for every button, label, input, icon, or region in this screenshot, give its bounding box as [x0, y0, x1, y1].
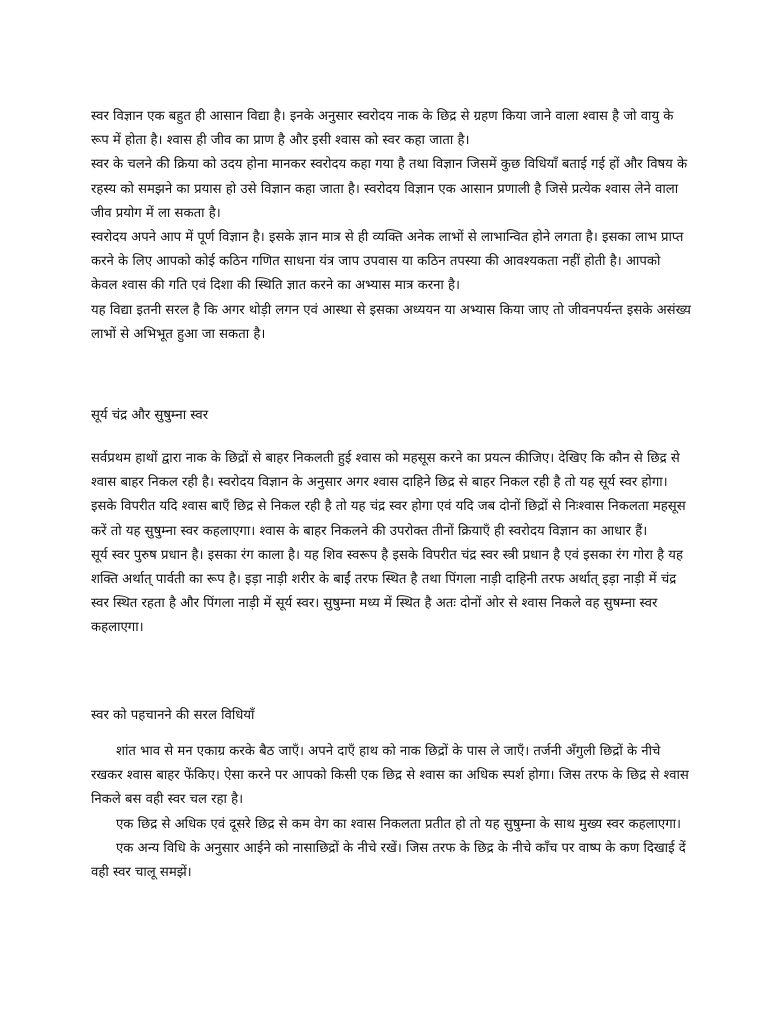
section2: [91, 740, 691, 885]
section1-paragraph-1: सर्वप्रथम हाथों द्वारा नाक के छिद्रों से बाहर निकलती हुई श्वास को महसूस करने का प्रयत्न कीजिए। देखिए कि कौन से छिद्र से श्वास बाहर निकल रही है। स्वरोदय विज्ञान के अनुसार अगर श्वास दाहिने छिद्र से बाहर निकल रही है तो यह सूर्य स्वर होगा।: [91, 451, 680, 491]
section2-paragraph-1: शांत भाव से मन एकाग्र करके बैठ जाएँ। अपने दाएँ हाथ को नाक छिद्रों के पास ले जाएँ। तर्जनी अँगुली छिद्रों के नीचे रखकर श्वास बाहर फेंकिए। ऐसा करने पर आपको किसी एक छिद्र से श्वास का अधिक स्पर्श होगा। जिस तरफ के छिद्र से श्वास निकले बस वही स्वर चल रहा है।: [91, 744, 689, 808]
intro-paragraph-2: स्वर के चलने की क्रिया को उदय होना मानकर स्वरोदय कहा गया है तथा विज्ञान जिसमें कुछ विधियाँ बताई गई हों और विषय के रहस्य को समझने का प्रयास हो उसे विज्ञान कहा जाता है। स्वरोदय विज्ञान एक आसान प्रणाली है जिसे प्रत्येक श्वास लेने वाला जीव प्रयोग में ला सकता है।: [91, 157, 688, 221]
section2-paragraph-2: एक छिद्र से अधिक एवं दूसरे छिद्र से कम वेग का श्वास निकलता प्रतीत हो तो यह सुषुम्ना के साथ मुख्य स्वर कहलाएगा।: [116, 816, 682, 832]
section-heading-surya-chandra: सूर्य चंद्र और सुषुम्ना स्वर: [91, 408, 209, 423]
intro-paragraph-1: स्वर विज्ञान एक बहुत ही आसान विद्या है। इनके अनुसार स्वरोदय नाक के छिद्र से ग्रहण किया जाने वाला श्वास है जो वायु के रूप में होता है। श्वास ही जीव का प्राण है और इसी श्वास को स्वर कहा जाता है।: [91, 109, 674, 149]
section1: [91, 447, 691, 641]
intro-paragraph-4: यह विद्या इतनी सरल है कि अगर थोड़ी लगन एवं आस्था से इसका अध्ययन या अभ्यास किया जाए तो जीवनपर्यन्त इसके असंख्य लाभों से अभिभूत हुआ जा सकता है।: [91, 302, 691, 342]
section1-paragraph-2: इसके विपरीत यदि श्वास बाएँ छिद्र से निकल रही है तो यह चंद्र स्वर होगा एवं यदि जब दोनों छिद्रों से निःश्वास निकलता महसूस करें तो यह सुषुम्ना स्वर कहलाएगा। श्वास के बाहर निकलने की उपरोक्त तीनों क्रियाएँ ही स्वरोदय विज्ञान का आधार हैं।: [91, 499, 686, 539]
intro-section: [91, 105, 691, 347]
intro-paragraph-3: स्वरोदय अपने आप में पूर्ण विज्ञान है। इसके ज्ञान मात्र से ही व्यक्ति अनेक लाभों से लाभान्वित होने लगता है। इसका लाभ प्राप्त करने के लिए आपको कोई कठिन गणित साधना यंत्र जाप उपवास या कठिन तपस्या की आवश्यकता नहीं होती है। आपको केवल श्वास की गति एवं दिशा की स्थिति ज्ञात करने का अभ्यास मात्र करना है।: [91, 230, 684, 294]
section2-paragraph-3: एक अन्य विधि के अनुसार आईने को नासाछिद्रों के नीचे रखें। जिस तरफ के छिद्र के नीचे काँच पर वाष्प के कण दिखाई दें वही स्वर चालू समझें।: [91, 840, 686, 881]
section1-paragraph-3: सूर्य स्वर पुरुष प्रधान है। इसका रंग काला है। यह शिव स्वरूप है इसके विपरीत चंद्र स्वर स्त्री प्रधान है एवं इसका रंग गोरा है यह शक्ति अर्थात्‌ पार्वती का रूप है। इड़ा नाड़ी शरीर के बाईं तरफ स्थित है तथा पिंगला नाड़ी दाहिनी तरफ अर्थात्‌ इड़ा नाड़ी में चंद्र स्वर स्थित रहता है और पिंगला नाड़ी में सूर्य स्वर। सुषुम्ना मध्य में स्थित है अतः दोनों ओर से श्वास निकले वह सुषम्ना स्वर कहलाएगा।: [91, 547, 683, 636]
section-heading-methods: स्वर को पहचानने की सरल विधियाँ: [91, 708, 255, 723]
